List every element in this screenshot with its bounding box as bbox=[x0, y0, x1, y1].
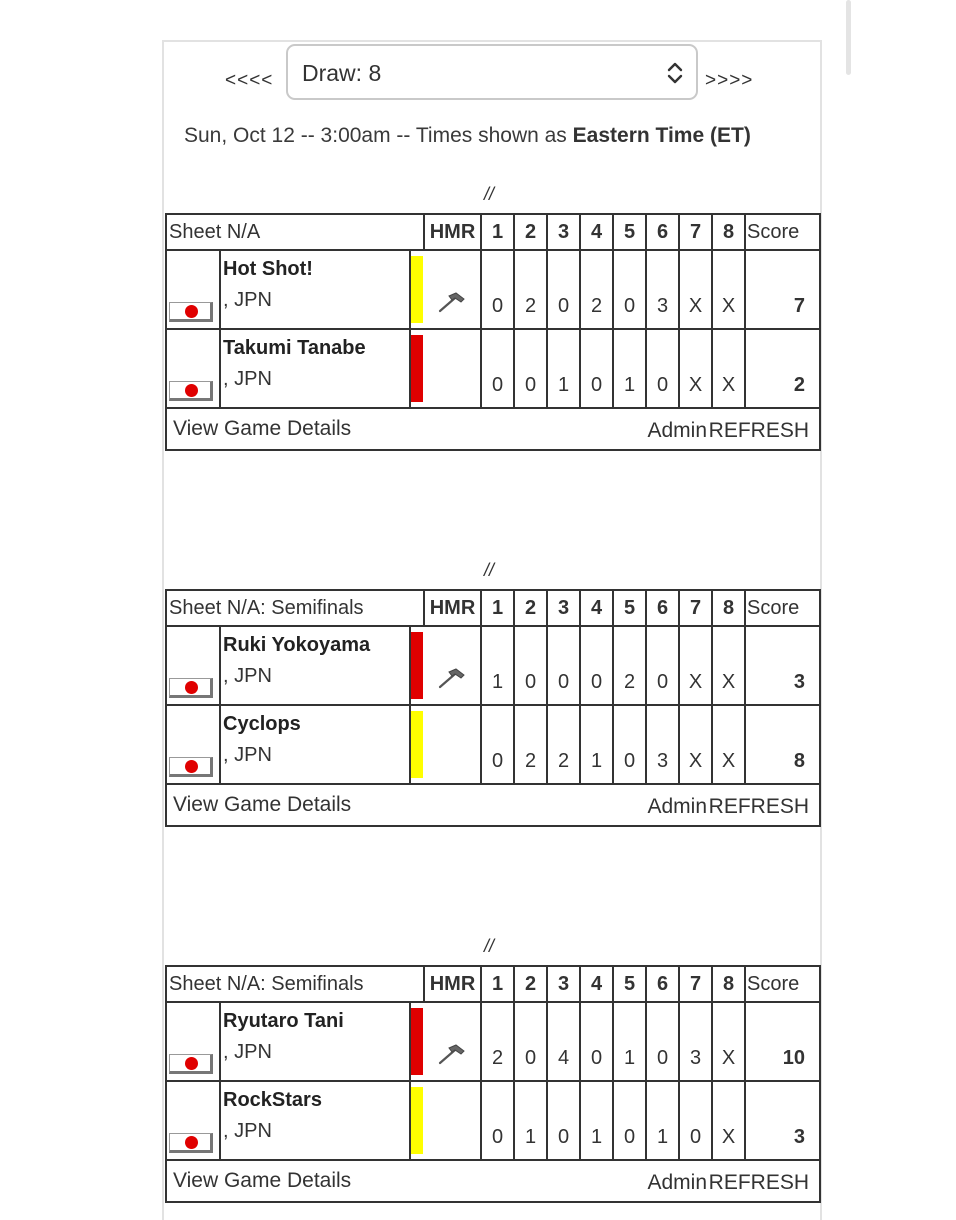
end-header: 1 bbox=[481, 966, 514, 1002]
scoreboard-header-row bbox=[166, 590, 820, 626]
flag-cell bbox=[166, 705, 220, 784]
end-score: 0 bbox=[481, 1081, 514, 1160]
end-score: 0 bbox=[580, 329, 613, 408]
draw-select[interactable] bbox=[286, 44, 698, 100]
prev-draw-link[interactable]: <<<< bbox=[225, 70, 274, 91]
end-header: 6 bbox=[646, 966, 679, 1002]
stone-color-cell bbox=[410, 1002, 424, 1081]
game-scoreboard bbox=[165, 213, 821, 451]
sheet-label: Sheet N/A bbox=[166, 214, 424, 250]
total-score: 3 bbox=[745, 626, 820, 705]
stone-color-bar bbox=[411, 335, 423, 402]
flag-cell bbox=[166, 626, 220, 705]
end-score: 2 bbox=[514, 705, 547, 784]
view-game-details-link[interactable]: View Game Details bbox=[173, 793, 352, 816]
end-score: 1 bbox=[613, 329, 646, 408]
end-score: X bbox=[679, 626, 712, 705]
stone-color-bar bbox=[411, 632, 423, 699]
end-header: 8 bbox=[712, 214, 745, 250]
end-score: 0 bbox=[580, 626, 613, 705]
hammer-icon bbox=[436, 290, 468, 314]
end-header: 3 bbox=[547, 590, 580, 626]
end-score: X bbox=[712, 1002, 745, 1081]
admin-link[interactable]: Admin bbox=[647, 795, 708, 818]
team-name: Hot Shot! bbox=[223, 258, 313, 280]
total-score: 3 bbox=[745, 1081, 820, 1160]
end-header: 4 bbox=[580, 214, 613, 250]
end-score: X bbox=[679, 705, 712, 784]
flag-cell bbox=[166, 250, 220, 329]
team-name: Ruki Yokoyama bbox=[223, 634, 371, 656]
end-header: 5 bbox=[613, 214, 646, 250]
end-score: 0 bbox=[547, 250, 580, 329]
team-country: , JPN bbox=[223, 1120, 272, 1142]
end-score: 1 bbox=[580, 1081, 613, 1160]
end-header: 4 bbox=[580, 966, 613, 1002]
view-game-details-link[interactable]: View Game Details bbox=[173, 417, 352, 440]
team-name: RockStars bbox=[223, 1089, 322, 1111]
end-score: 1 bbox=[646, 1081, 679, 1160]
timezone-label: Eastern Time (ET) bbox=[572, 124, 751, 147]
total-score: 2 bbox=[745, 329, 820, 408]
end-header: 5 bbox=[613, 590, 646, 626]
end-score: 3 bbox=[679, 1002, 712, 1081]
team-country: , JPN bbox=[223, 744, 272, 766]
team-country: , JPN bbox=[223, 289, 272, 311]
stone-color-cell bbox=[410, 329, 424, 408]
hmr-header: HMR bbox=[424, 590, 481, 626]
sheet-label: Sheet N/A: Semifinals bbox=[166, 966, 424, 1002]
scoreboard-footer bbox=[166, 408, 820, 450]
end-score: 1 bbox=[481, 626, 514, 705]
end-score: 3 bbox=[646, 705, 679, 784]
end-header: 1 bbox=[481, 214, 514, 250]
team-name: Cyclops bbox=[223, 713, 301, 735]
game-marker: // bbox=[484, 184, 495, 204]
stone-color-bar bbox=[411, 1087, 423, 1154]
end-header: 7 bbox=[679, 966, 712, 1002]
end-score: 0 bbox=[514, 626, 547, 705]
end-score: 0 bbox=[646, 1002, 679, 1081]
end-score: 0 bbox=[547, 626, 580, 705]
datetime-text: Sun, Oct 12 -- 3:00am -- Times shown as bbox=[184, 124, 573, 147]
japan-flag-icon bbox=[169, 1054, 213, 1074]
scoreboard-footer-row bbox=[166, 784, 820, 826]
refresh-link[interactable]: REFRESH bbox=[708, 795, 810, 818]
game-scoreboard bbox=[165, 589, 821, 827]
next-draw-link[interactable]: >>>> bbox=[705, 70, 754, 91]
end-score: 0 bbox=[646, 626, 679, 705]
end-score: X bbox=[712, 329, 745, 408]
end-header: 3 bbox=[547, 214, 580, 250]
flag-cell bbox=[166, 1081, 220, 1160]
team-cell bbox=[220, 1002, 410, 1081]
hammer-cell bbox=[424, 329, 481, 408]
japan-flag-icon bbox=[169, 1133, 213, 1153]
end-score: 0 bbox=[481, 250, 514, 329]
flag-cell bbox=[166, 1002, 220, 1081]
end-score: X bbox=[679, 329, 712, 408]
stone-color-cell bbox=[410, 1081, 424, 1160]
end-score: X bbox=[679, 250, 712, 329]
hammer-icon bbox=[436, 1042, 468, 1066]
end-score: 0 bbox=[613, 705, 646, 784]
flag-cell bbox=[166, 329, 220, 408]
scoreboard-header-row bbox=[166, 214, 820, 250]
team-country: , JPN bbox=[223, 368, 272, 390]
stone-color-bar bbox=[411, 711, 423, 778]
end-header: 5 bbox=[613, 966, 646, 1002]
end-score: 0 bbox=[481, 329, 514, 408]
total-score: 10 bbox=[745, 1002, 820, 1081]
view-game-details-link[interactable]: View Game Details bbox=[173, 1169, 352, 1192]
end-score: 0 bbox=[613, 250, 646, 329]
game-scoreboard bbox=[165, 965, 821, 1203]
team-country: , JPN bbox=[223, 1041, 272, 1063]
scoreboard-footer-row bbox=[166, 408, 820, 450]
end-header: 8 bbox=[712, 966, 745, 1002]
end-score: 2 bbox=[514, 250, 547, 329]
end-score: 2 bbox=[547, 705, 580, 784]
hammer-cell bbox=[424, 250, 481, 329]
game-marker: // bbox=[484, 936, 495, 956]
end-header: 8 bbox=[712, 590, 745, 626]
refresh-link[interactable]: REFRESH bbox=[708, 419, 810, 442]
japan-flag-icon bbox=[169, 757, 213, 777]
score-header: Score bbox=[745, 966, 820, 1002]
end-score: 0 bbox=[580, 1002, 613, 1081]
end-header: 1 bbox=[481, 590, 514, 626]
team-row bbox=[166, 626, 820, 705]
end-score: 0 bbox=[646, 329, 679, 408]
japan-flag-icon bbox=[169, 302, 213, 322]
refresh-link[interactable]: REFRESH bbox=[708, 1171, 810, 1194]
team-cell bbox=[220, 626, 410, 705]
end-score: 0 bbox=[547, 1081, 580, 1160]
hammer-cell bbox=[424, 705, 481, 784]
end-header: 7 bbox=[679, 590, 712, 626]
end-header: 6 bbox=[646, 214, 679, 250]
team-cell bbox=[220, 705, 410, 784]
team-row bbox=[166, 705, 820, 784]
total-score: 7 bbox=[745, 250, 820, 329]
scoreboard-footer bbox=[166, 784, 820, 826]
stone-color-bar bbox=[411, 256, 423, 323]
team-country: , JPN bbox=[223, 665, 272, 687]
team-row bbox=[166, 1081, 820, 1160]
team-name: Ryutaro Tani bbox=[223, 1010, 344, 1032]
end-score: X bbox=[712, 626, 745, 705]
draw-select-value: Draw: 8 bbox=[302, 60, 382, 86]
hmr-header: HMR bbox=[424, 214, 481, 250]
end-header: 2 bbox=[514, 966, 547, 1002]
end-score: X bbox=[712, 705, 745, 784]
team-name: Takumi Tanabe bbox=[223, 337, 366, 359]
page-scrollbar[interactable] bbox=[846, 0, 851, 75]
draw-datetime bbox=[184, 124, 751, 148]
stone-color-cell bbox=[410, 626, 424, 705]
hammer-cell bbox=[424, 1081, 481, 1160]
stone-color-bar bbox=[411, 1008, 423, 1075]
end-score: 1 bbox=[613, 1002, 646, 1081]
end-score: 2 bbox=[481, 1002, 514, 1081]
stone-color-cell bbox=[410, 705, 424, 784]
scoreboard-footer-row bbox=[166, 1160, 820, 1202]
end-score: X bbox=[712, 1081, 745, 1160]
end-score: X bbox=[712, 250, 745, 329]
team-row bbox=[166, 329, 820, 408]
end-score: 1 bbox=[514, 1081, 547, 1160]
end-header: 7 bbox=[679, 214, 712, 250]
team-cell bbox=[220, 1081, 410, 1160]
team-row bbox=[166, 250, 820, 329]
end-score: 4 bbox=[547, 1002, 580, 1081]
end-header: 4 bbox=[580, 590, 613, 626]
scoreboard-header-row bbox=[166, 966, 820, 1002]
end-score: 1 bbox=[547, 329, 580, 408]
team-cell bbox=[220, 329, 410, 408]
end-score: 1 bbox=[580, 705, 613, 784]
sheet-label: Sheet N/A: Semifinals bbox=[166, 590, 424, 626]
hammer-cell bbox=[424, 1002, 481, 1081]
end-header: 2 bbox=[514, 214, 547, 250]
hammer-icon bbox=[436, 666, 468, 690]
japan-flag-icon bbox=[169, 678, 213, 698]
end-header: 6 bbox=[646, 590, 679, 626]
end-score: 0 bbox=[679, 1081, 712, 1160]
end-score: 2 bbox=[580, 250, 613, 329]
admin-link[interactable]: Admin bbox=[647, 419, 708, 442]
end-score: 0 bbox=[481, 705, 514, 784]
stone-color-cell bbox=[410, 250, 424, 329]
scoreboard-footer bbox=[166, 1160, 820, 1202]
score-header: Score bbox=[745, 590, 820, 626]
end-score: 0 bbox=[613, 1081, 646, 1160]
end-score: 2 bbox=[613, 626, 646, 705]
end-header: 3 bbox=[547, 966, 580, 1002]
select-chevron-icon bbox=[666, 59, 684, 87]
hammer-cell bbox=[424, 626, 481, 705]
hmr-header: HMR bbox=[424, 966, 481, 1002]
japan-flag-icon bbox=[169, 381, 213, 401]
end-score: 3 bbox=[646, 250, 679, 329]
team-row bbox=[166, 1002, 820, 1081]
score-header: Score bbox=[745, 214, 820, 250]
end-score: 0 bbox=[514, 1002, 547, 1081]
team-cell bbox=[220, 250, 410, 329]
total-score: 8 bbox=[745, 705, 820, 784]
end-header: 2 bbox=[514, 590, 547, 626]
end-score: 0 bbox=[514, 329, 547, 408]
game-marker: // bbox=[484, 560, 495, 580]
admin-link[interactable]: Admin bbox=[647, 1171, 708, 1194]
